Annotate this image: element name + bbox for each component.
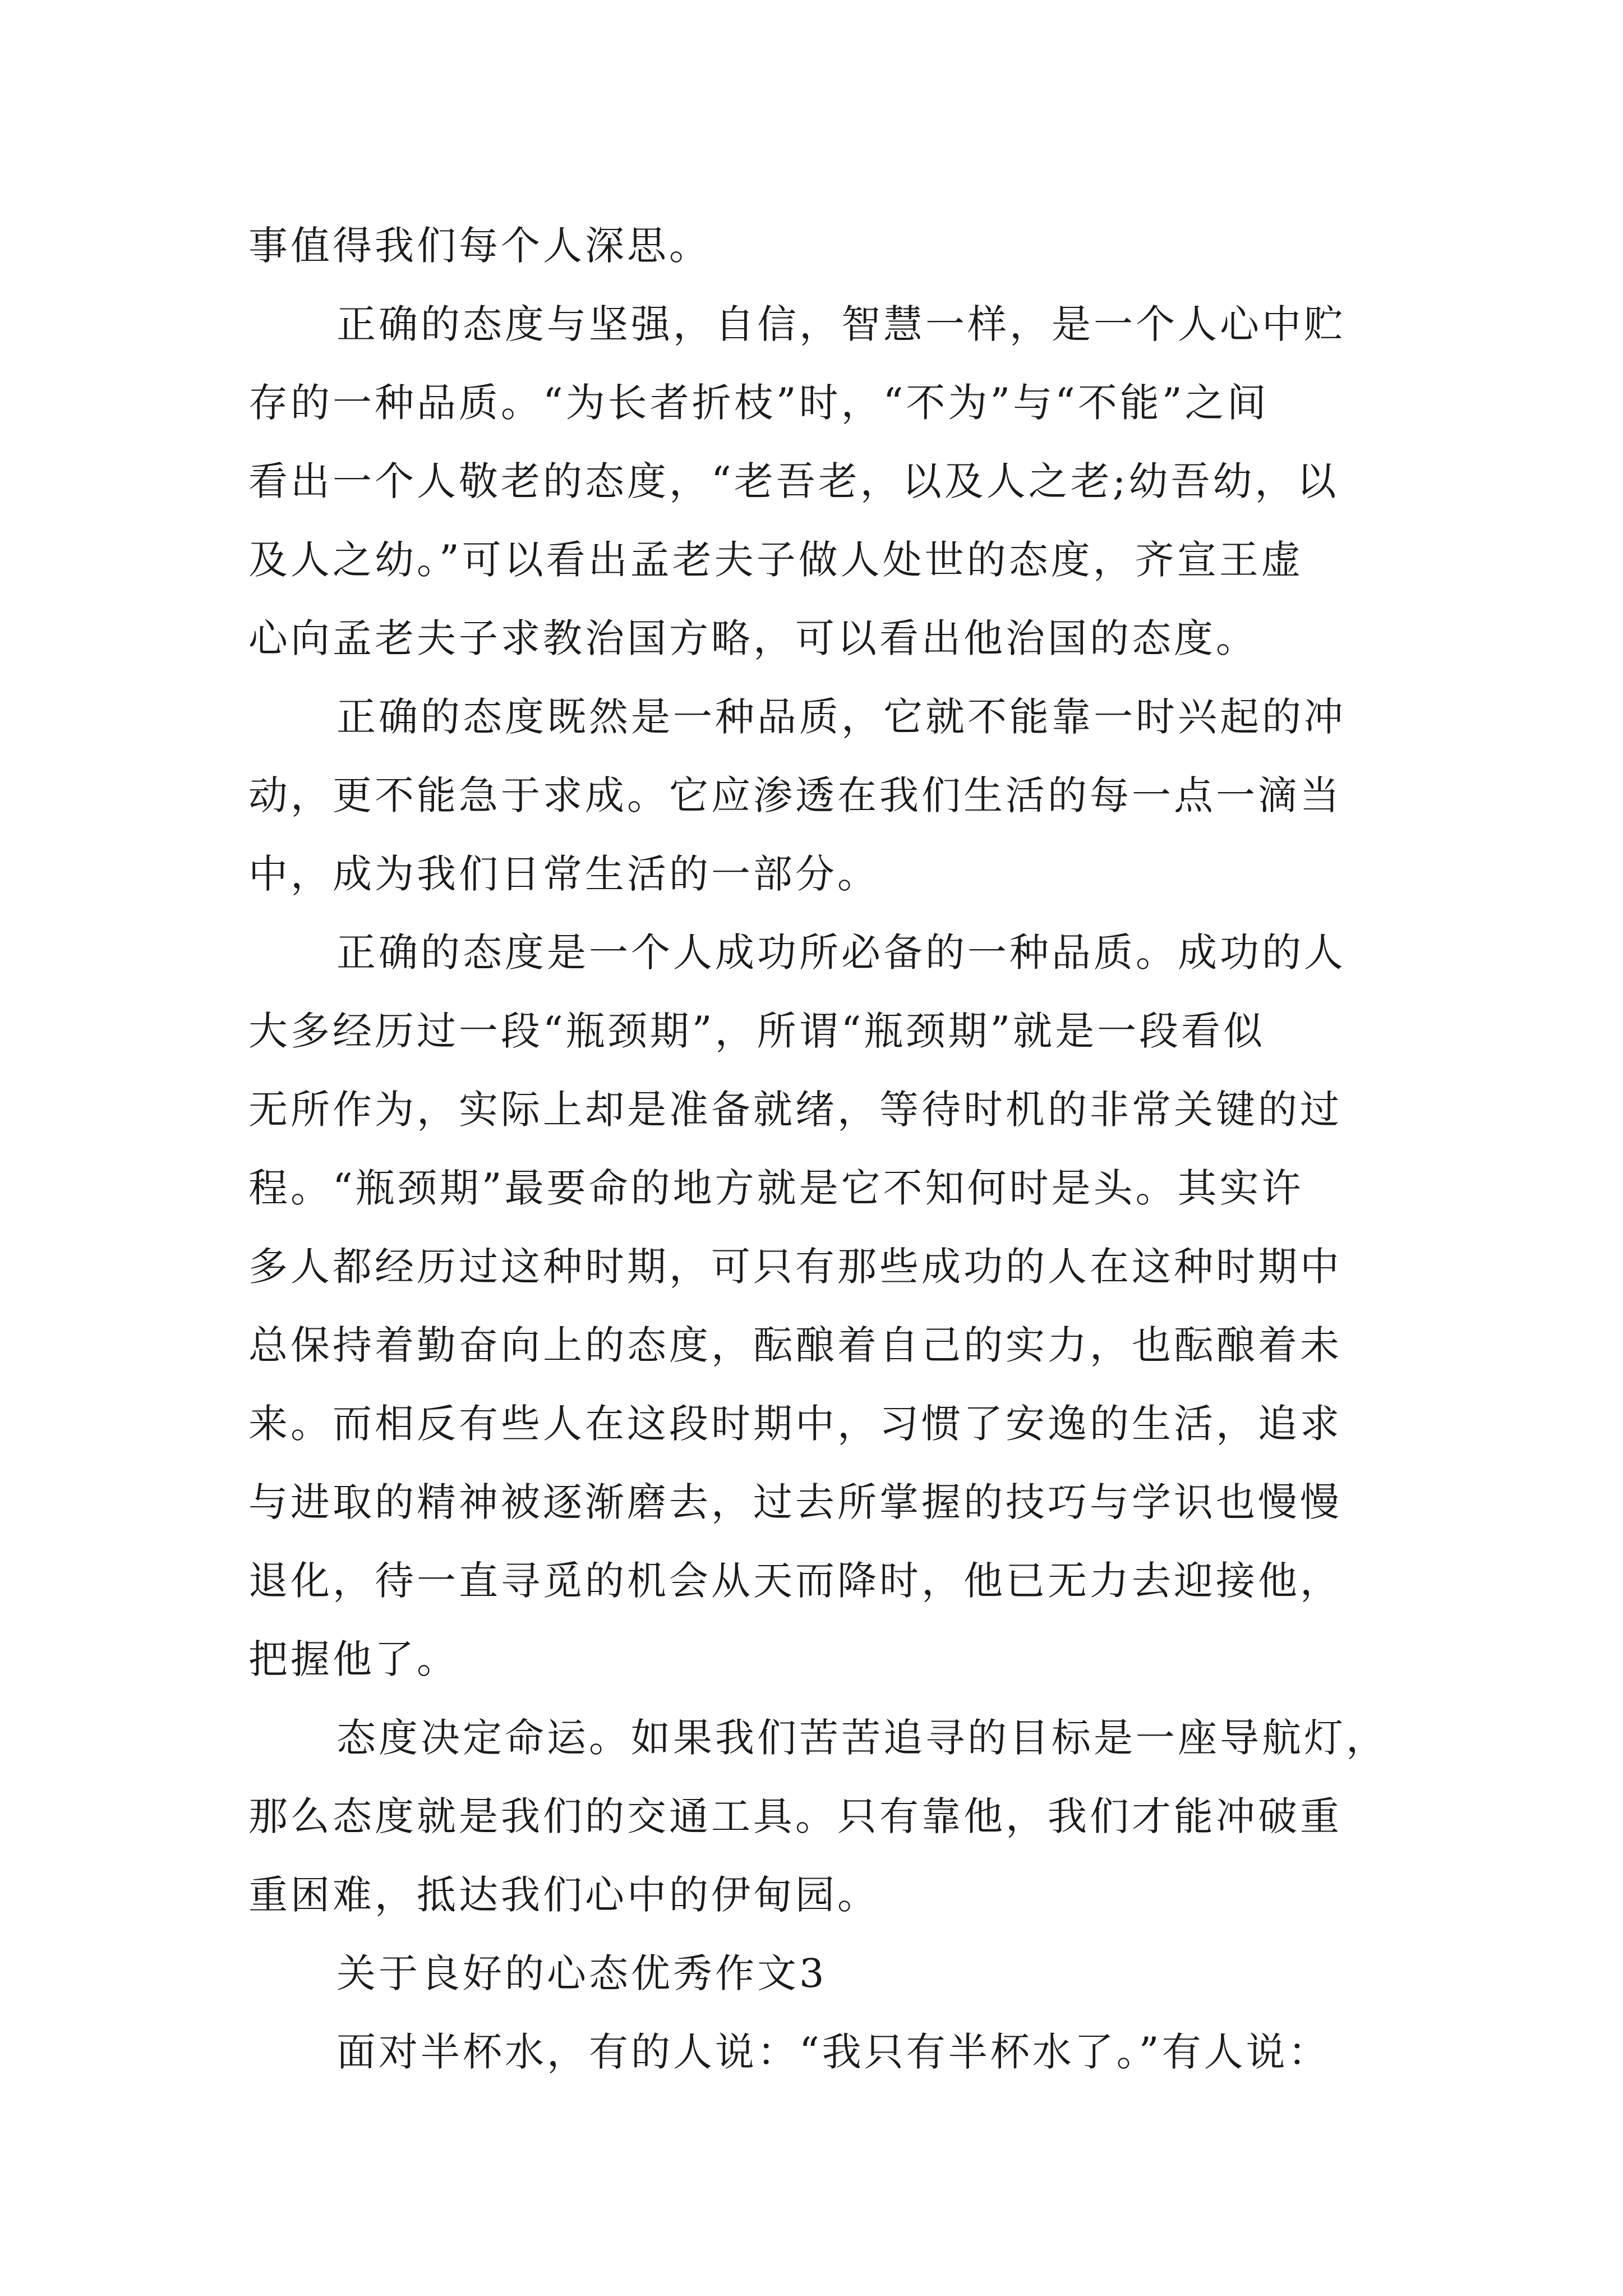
text-line: 多人都经历过这种时期，可只有那些成功的人在这种时期中	[248, 1244, 1342, 1290]
text-line: 及人之幼。”可以看出孟老夫子做人处世的态度，齐宣王虚	[248, 537, 1303, 583]
paragraph-start-line: 面对半杯水，有的人说：“我只有半杯水了。”有人说：	[336, 2029, 1330, 2075]
text-line: 看出一个人敬老的态度，“老吾老，以及人之老;幼吾幼，以	[248, 458, 1339, 504]
text-line: 事值得我们每个人深思。	[248, 223, 711, 269]
text-line: 中，成为我们日常生活的一部分。	[248, 851, 879, 897]
paragraph-start-line: 态度决定命运。如果我们苦苦追寻的目标是一座导航灯，	[336, 1715, 1388, 1761]
text-line: 无所作为，实际上却是准备就绪，等待时机的非常关键的过	[248, 1087, 1342, 1133]
text-line: 心向孟老夫子求教治国方略，可以看出他治国的态度。	[248, 615, 1258, 661]
text-line: 与进取的精神被逐渐磨去，过去所掌握的技巧与学识也慢慢	[248, 1479, 1342, 1525]
section-heading: 关于良好的心态优秀作文3	[336, 1950, 827, 1996]
text-line: 程。“瓶颈期”最要命的地方就是它不知何时是头。其实许	[248, 1165, 1304, 1211]
paragraph-start-line: 正确的态度与坚强，自信，智慧一样，是一个人心中贮	[336, 301, 1346, 347]
paragraph-start-line: 正确的态度既然是一种品质，它就不能靠一时兴起的冲	[336, 694, 1346, 740]
text-line: 总保持着勤奋向上的态度，酝酿着自己的实力，也酝酿着未	[248, 1322, 1342, 1368]
text-line: 退化，待一直寻觅的机会从天而降时，他已无力去迎接他，	[248, 1558, 1342, 1604]
text-line: 动，更不能急于求成。它应渗透在我们生活的每一点一滴当	[248, 772, 1342, 818]
text-line: 大多经历过一段“瓶颈期”，所谓“瓶颈期”就是一段看似	[248, 1008, 1266, 1054]
text-line: 重困难，抵达我们心中的伊甸园。	[248, 1872, 879, 1918]
text-line: 那么态度就是我们的交通工具。只有靠他，我们才能冲破重	[248, 1793, 1342, 1839]
paragraph-start-line: 正确的态度是一个人成功所必备的一种品质。成功的人	[336, 930, 1346, 976]
text-line: 来。而相反有些人在这段时期中，习惯了安逸的生活，追求	[248, 1401, 1342, 1447]
text-line: 把握他了。	[248, 1636, 459, 1682]
text-line: 存的一种品质。“为长者折枝”时，“不为”与“不能”之间	[248, 380, 1269, 426]
